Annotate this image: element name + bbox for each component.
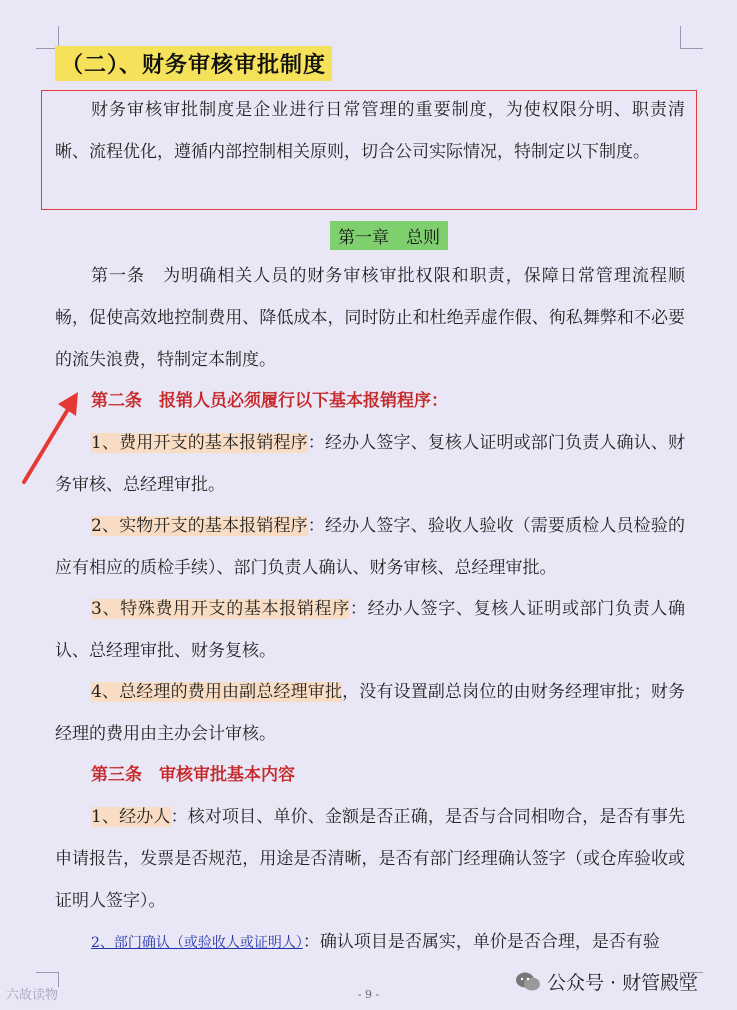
article-3-item-2 — [55, 921, 685, 964]
article-2-heading-text: 第二条 报销人员必须履行以下基本报销程序： — [91, 391, 448, 411]
article-2-item-2 — [55, 505, 685, 589]
item-4-label: 4、总经理的费用由副总经理审批 — [91, 682, 343, 702]
content-1-text: ：核对项目、单价、金额是否正确，是否与合同相吻合，是否有事先申请报告，发票是否规范，用途是否清晰，是否有部门经理确认签字（或仓库验收或证明人签字）。 — [55, 807, 685, 911]
article-1: 第一条 为明确相关人员的财务审核审批权限和职责，保障日常管理流程顺畅，促使高效地控制费用、降低成本，同时防止和杜绝弄虚作假、徇私舞弊和不必要的流失浪费，特制定本制度。 — [55, 266, 685, 370]
article-2-heading — [55, 380, 685, 422]
article-2-item-3 — [55, 588, 685, 672]
article-2-item-4 — [55, 671, 685, 755]
article-2-item-1 — [55, 422, 685, 506]
item-4-text: ，没有设置副总岗位的由财务经理审批；财务经理的费用由主办会计审核。 — [55, 682, 685, 744]
content-1-label: 1、经办人 — [91, 807, 171, 827]
article-3-item-1 — [55, 796, 685, 922]
intro-paragraph: 财务审核审批制度是企业进行日常管理的重要制度，为使权限分明、职责清晰、流程优化，遵循内部控制相关原则，切合公司实际情况，特制定以下制度。 — [55, 100, 685, 162]
item-1-text: ：经办人签字、复核人证明或部门负责人确认、财务审核、总经理审批。 — [55, 433, 685, 495]
item-3-text: ：经办人签字、复核人证明或部门负责人确认、总经理审批、财务复核。 — [55, 599, 685, 661]
wechat-icon — [515, 971, 541, 993]
article-3-heading-text: 第三条 审核审批基本内容 — [91, 765, 295, 785]
item-1-label: 1、费用开支的基本报销程序 — [91, 433, 308, 453]
item-3-label: 3、特殊费用开支的基本报销程序 — [91, 599, 350, 619]
watermark-left: 六故读物 — [6, 988, 59, 1003]
content-2-label: 2、部门确认（或验收人或证明人） — [91, 935, 303, 951]
chapter-heading: 第一章 总则 — [330, 221, 448, 250]
content-2-text: ：确认项目是否属实，单价是否合理，是否有验 — [302, 932, 660, 952]
page-number: - 9 - — [357, 988, 380, 1001]
item-2-text: ：经办人签字、验收人验收（需要质检人员检验的应有相应的质检手续）、部门负责人确认、财务审核、总经理审批。 — [55, 516, 685, 578]
article-3-heading — [55, 754, 685, 796]
crop-mark-top-right — [680, 26, 703, 49]
red-arrow-icon — [18, 390, 88, 490]
item-2-label: 2、实物开支的基本报销程序 — [91, 516, 308, 536]
watermark-wechat — [515, 968, 698, 995]
section-title: （二）、财务审核审批制度 — [55, 46, 332, 81]
watermark-right-text: 公众号 · 财管殿堂 — [547, 972, 699, 994]
